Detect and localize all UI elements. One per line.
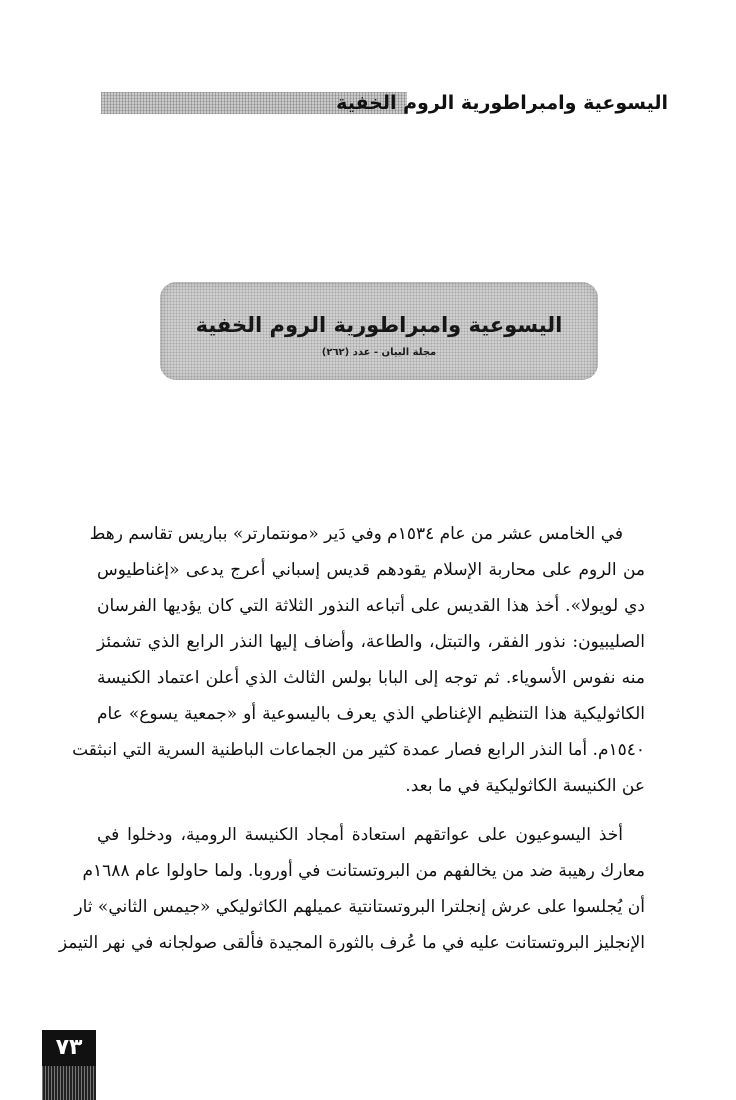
paragraph-1-line: ١٥٤٠م. أما النذر الرابع فصار عمدة كثير من الجماعات الباطنية السرية التي انبثقت [72, 740, 645, 760]
paragraph-1-line: عن الكنيسة الكاثوليكية في ما بعد. [405, 776, 645, 796]
paragraph-2-line: أن يُجلسوا على عرش إنجلترا البروتستانتية عميلهم الكاثوليكي «جيمس الثاني» ثار [74, 897, 645, 917]
chapter-title: اليسوعية وامبراطورية الروم الخفية [195, 313, 563, 337]
paragraph-1-line: منه نفوس الأسوياء. ثم توجه إلى البابا بولس الثالث الذي أعلن اعتماد الكنيسة [97, 668, 645, 688]
chapter-title-panel [160, 282, 598, 380]
paragraph-1-line: الصليبيون: نذور الفقر، والتبتل، والطاعة، وأضاف إليها النذر الرابع الذي تشمئز [97, 632, 645, 652]
paragraph-1-line: دي لويولا». أخذ هذا القديس على أتباعه النذور الثلاثة التي كان يؤديها الفرسان [97, 596, 645, 616]
paragraph-gap [97, 804, 645, 817]
page-number: ٧٣ [55, 1035, 83, 1060]
paragraph-2-line: أخذ اليسوعيون على عواتقهم استعادة أمجاد الكنيسة الرومية، ودخلوا في [97, 825, 623, 845]
body-text [58, 516, 645, 961]
running-header-title: اليسوعية وامبراطورية الروم الخفية [336, 92, 668, 114]
paragraph-1-line: في الخامس عشر من عام ١٥٣٤م وفي دَير «مونتمارتر» بباريس تقاسم رهط [89, 524, 623, 544]
page-number-block [42, 1030, 96, 1100]
paragraph-2-line: الإنجليز البروتستانت عليه في ما عُرف بالثورة المجيدة فألقى صولجانه في نهر التيمز [58, 933, 645, 953]
paragraph-1-line: الكاثوليكية هذا التنظيم الإغناطي الذي يعرف باليسوعية أو «جمعية يسوع» عام [97, 704, 645, 724]
paragraph-2-line: معارك رهيبة ضد من يخالفهم من البروتستانت في أوروبا. ولما حاولوا عام ١٦٨٨م [82, 861, 645, 881]
paragraph-1-line: من الروم على محاربة الإسلام يقودهم قديس إسباني أعرج يدعى «إغناطيوس [97, 560, 645, 580]
chapter-source: مجلة البيان - عدد (٢٦٢) [321, 347, 437, 358]
